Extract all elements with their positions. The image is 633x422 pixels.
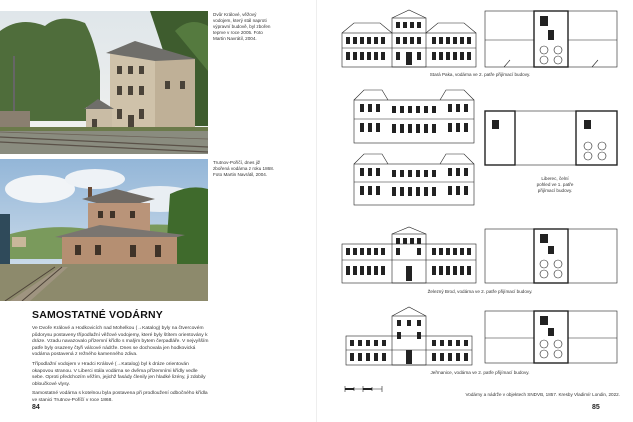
page-gutter [316, 0, 317, 422]
caption-liberec: Liberec, čelní pohled ve 1. patře přijímací budovy. [536, 176, 574, 193]
body-text [32, 326, 210, 408]
caption-jermanice: Jeřmanice, vodárna ve 2. patře přijímací budovy. [430, 370, 530, 375]
photo-water-tower-dvur-kralove [0, 11, 208, 154]
plan-stara-paka [484, 10, 618, 68]
caption-zelezny-brod: Železný Brod, vodárna ve 2. patře přijímací budovy. [427, 289, 533, 294]
section-title: SAMOSTATNÉ VODÁRNY [32, 309, 163, 321]
footer-caption: Vodárny a nádrže v objektech SNDVB, 1857. Kresby Vladimír Londin, 2022. [465, 392, 620, 397]
photo1-caption: Dvůr Králové, věžový vodojem, který stál naproti výpravní budově, byl zbořen teprve v roce 2005. Foto Martin Navrátil, 2004. [213, 12, 271, 41]
elevation-liberec-front [352, 86, 476, 144]
elevation-stara-paka [340, 8, 478, 68]
elevation-zelezny-brod [340, 226, 478, 284]
paragraph-1: Ve Dvoře Králové a Hodkovicích nad Mohelkou (→Katalog) byly na čtvercovém půdorysu postaveny třípodlažní věžové vodojemy, které byly štítem orientovány k dráze. Vzadu navazovalo přízemní křídlo s malým bytem čerpadláře. V nejvyšším patře byly osazeny čtyři válcové nádrže. Dnes se dochovala jen hodkovická vodárna postavená z režného kamenného zdiva. [32, 326, 209, 358]
caption-stara-paka: Stará Paka, vodárna ve 2. patře přijímací budovy. [429, 72, 531, 77]
page-number-right: 85 [592, 404, 600, 411]
plan-liberec [484, 110, 618, 166]
photo-water-station-trutnov [0, 159, 208, 301]
photo2-caption: Trutnov-Poříčí, dnes již zbořená vodárna z roku 1868. Foto Martin Navrátil, 2004. [213, 160, 275, 177]
plan-zelezny-brod [484, 228, 618, 284]
paragraph-2: Třípodlažní vodojem v Hradci Králové (→Katalog) byl k dráze orientován okapovou stranou. V Liberci stála vodárna se dvěma přízemními křídly vedle sebe. Oproti předchozím věžím, jejichž fasády členily jen hladké lizény, ji zdobily obloučkové vlysy. [32, 361, 206, 387]
page-number-left: 84 [32, 404, 40, 411]
elevation-jermanice [344, 306, 474, 366]
paragraph-3: Samostatné vodárna s kotelnou byla postavena při prodloužení odbočného křídla ve stanici Trutnov-Poříčí v roce 1868. [32, 391, 208, 403]
scale-bar [344, 385, 384, 393]
elevation-liberec-rear [352, 150, 476, 206]
plan-jermanice [484, 310, 618, 364]
